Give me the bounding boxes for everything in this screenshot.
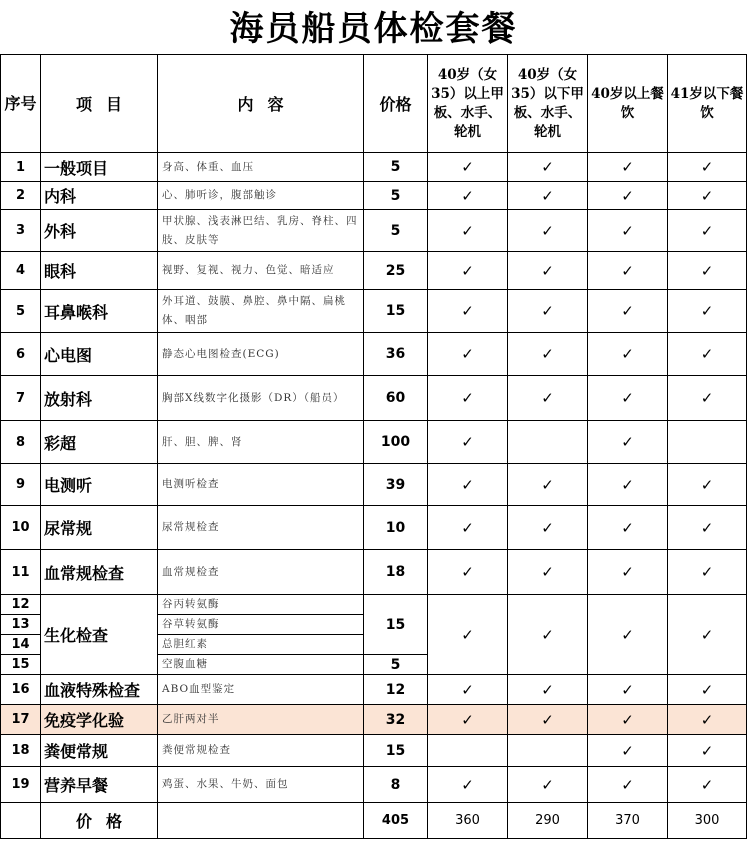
check-mark-icon: ✓ [700, 186, 714, 205]
total-pkg4: 300 [668, 803, 747, 839]
row-content: 视野、复视、视力、色觉、暗适应 [158, 252, 364, 290]
row-content: 乙肝两对半 [158, 705, 364, 735]
check-mark-icon: ✓ [541, 389, 554, 407]
check-mark-icon: ✓ [461, 345, 474, 363]
total-seq-cell [1, 803, 41, 839]
package-3-cell [588, 595, 668, 675]
table-row [1, 675, 747, 705]
row-item: 放射科 [41, 376, 158, 421]
check-mark-icon: ✓ [461, 625, 474, 644]
row-price: 5 [364, 182, 428, 210]
row-content: ABO血型鉴定 [158, 675, 364, 705]
package-4-cell [668, 210, 747, 252]
header-pkg2: 40岁（女35）以下甲板、水手、轮机 [508, 55, 588, 153]
package-4-cell [668, 182, 747, 210]
check-mark-icon: ✓ [541, 261, 554, 280]
package-3-cell [588, 705, 668, 735]
row-item: 耳鼻喉科 [41, 290, 158, 333]
check-mark-icon: ✓ [541, 563, 554, 581]
package-1-cell [428, 550, 508, 595]
package-1-cell [428, 464, 508, 506]
check-mark-icon: ✓ [621, 710, 634, 729]
header-row [1, 55, 747, 153]
total-row [1, 803, 747, 839]
row-content: 胸部X线数字化摄影（DR）（船员） [158, 376, 364, 421]
package-1-cell [428, 675, 508, 705]
package-1-cell [428, 376, 508, 421]
check-mark-icon: ✓ [461, 261, 474, 280]
table-row [1, 705, 747, 735]
package-4-cell [668, 153, 747, 182]
row-price: 5 [364, 153, 428, 182]
table-row [1, 464, 747, 506]
row-item: 尿常规 [41, 506, 158, 550]
row-item: 一般项目 [41, 153, 158, 182]
header-pkg1: 40岁（女35）以上甲板、水手、轮机 [428, 55, 508, 153]
row-number: 12 [1, 595, 41, 615]
package-1-cell [428, 290, 508, 333]
package-2-cell [508, 595, 588, 675]
header-pkg3: 40岁以上餐饮 [588, 55, 668, 153]
row-item: 彩超 [41, 421, 158, 464]
table-row [1, 252, 747, 290]
check-mark-icon: ✓ [541, 710, 554, 729]
check-mark-icon: ✓ [621, 475, 634, 494]
package-3-cell [588, 210, 668, 252]
row-content: 血常规检查 [158, 550, 364, 595]
row-number: 9 [1, 464, 41, 506]
package-1-cell [428, 506, 508, 550]
package-1-cell [428, 210, 508, 252]
table-row [1, 550, 747, 595]
check-mark-icon: ✓ [461, 433, 474, 451]
package-1-cell [428, 705, 508, 735]
row-price: 15 [364, 290, 428, 333]
row-number: 15 [1, 655, 41, 675]
check-mark-icon: ✓ [700, 680, 714, 699]
package-2-cell [508, 421, 588, 464]
package-3-cell [588, 333, 668, 376]
check-mark-icon: ✓ [541, 625, 554, 644]
row-content: 空腹血糖 [158, 655, 364, 675]
total-content-cell [158, 803, 364, 839]
total-pkg3: 370 [588, 803, 668, 839]
check-mark-icon: ✓ [621, 433, 634, 451]
table-row [1, 767, 747, 803]
package-3-cell [588, 735, 668, 767]
check-mark-icon: ✓ [700, 775, 714, 794]
row-content: 外耳道、鼓膜、鼻腔、鼻中隔、扁桃体、咽部 [158, 290, 364, 333]
package-3-cell [588, 506, 668, 550]
check-mark-icon: ✓ [461, 710, 474, 729]
row-number: 19 [1, 767, 41, 803]
row-item: 生化检查 [41, 595, 158, 675]
check-mark-icon: ✓ [461, 302, 474, 320]
check-mark-icon: ✓ [461, 389, 474, 407]
table-row [1, 735, 747, 767]
package-2-cell [508, 506, 588, 550]
check-mark-icon: ✓ [700, 625, 714, 644]
package-4-cell [668, 464, 747, 506]
row-item: 血常规检查 [41, 550, 158, 595]
row-number: 8 [1, 421, 41, 464]
check-mark-icon: ✓ [700, 741, 714, 760]
check-mark-icon: ✓ [621, 302, 634, 320]
package-2-cell [508, 705, 588, 735]
row-item: 粪便常规 [41, 735, 158, 767]
row-number: 4 [1, 252, 41, 290]
table-row [1, 595, 747, 615]
row-content: 心、肺听诊，腹部触诊 [158, 182, 364, 210]
table-row [1, 421, 747, 464]
check-mark-icon: ✓ [621, 345, 634, 363]
package-3-cell [588, 182, 668, 210]
row-item: 免疫学化验 [41, 705, 158, 735]
package-3-cell [588, 767, 668, 803]
package-4-cell [668, 333, 747, 376]
package-1-cell [428, 153, 508, 182]
check-mark-icon: ✓ [700, 221, 714, 240]
row-item: 外科 [41, 210, 158, 252]
row-number: 17 [1, 705, 41, 735]
check-mark-icon: ✓ [461, 680, 474, 699]
check-mark-icon: ✓ [541, 775, 554, 794]
check-mark-icon: ✓ [621, 518, 634, 537]
row-content: 谷丙转氨酶 [158, 595, 364, 615]
row-price: 8 [364, 767, 428, 803]
row-item: 眼科 [41, 252, 158, 290]
header-item: 项目 [41, 55, 158, 153]
check-mark-icon: ✓ [541, 186, 554, 205]
check-mark-icon: ✓ [700, 710, 714, 729]
package-1-cell [428, 182, 508, 210]
package-4-cell [668, 767, 747, 803]
row-price: 18 [364, 550, 428, 595]
row-item: 血液特殊检查 [41, 675, 158, 705]
table-row [1, 153, 747, 182]
check-mark-icon: ✓ [621, 741, 634, 760]
check-mark-icon: ✓ [541, 518, 554, 537]
row-price: 10 [364, 506, 428, 550]
row-content: 尿常规检查 [158, 506, 364, 550]
package-4-cell [668, 595, 747, 675]
package-4-cell [668, 550, 747, 595]
header-seq: 序号 [1, 55, 41, 153]
row-number: 14 [1, 635, 41, 655]
table-row [1, 182, 747, 210]
row-price: 39 [364, 464, 428, 506]
total-label: 价格 [41, 803, 158, 839]
package-1-cell [428, 252, 508, 290]
package-3-cell [588, 290, 668, 333]
check-mark-icon: ✓ [461, 186, 474, 205]
package-3-cell [588, 252, 668, 290]
package-1-cell [428, 333, 508, 376]
package-1-cell [428, 421, 508, 464]
header-pkg4: 41岁以下餐饮 [668, 55, 747, 153]
row-price: 36 [364, 333, 428, 376]
check-mark-icon: ✓ [700, 345, 714, 363]
row-price: 15 [364, 735, 428, 767]
row-number: 18 [1, 735, 41, 767]
table-row [1, 376, 747, 421]
total-price: 405 [364, 803, 428, 839]
row-number: 13 [1, 615, 41, 635]
check-mark-icon: ✓ [621, 680, 634, 699]
row-price: 25 [364, 252, 428, 290]
row-number: 5 [1, 290, 41, 333]
package-4-cell [668, 376, 747, 421]
package-2-cell [508, 550, 588, 595]
check-mark-icon: ✓ [700, 563, 714, 581]
row-price: 32 [364, 705, 428, 735]
package-2-cell [508, 290, 588, 333]
package-table [0, 54, 747, 839]
check-mark-icon: ✓ [621, 563, 634, 581]
package-2-cell [508, 376, 588, 421]
package-4-cell [668, 506, 747, 550]
row-price: 5 [364, 655, 428, 675]
row-item: 心电图 [41, 333, 158, 376]
row-item: 电测听 [41, 464, 158, 506]
package-2-cell [508, 675, 588, 705]
row-number: 11 [1, 550, 41, 595]
row-item: 内科 [41, 182, 158, 210]
check-mark-icon: ✓ [621, 389, 634, 407]
row-content: 粪便常规检查 [158, 735, 364, 767]
table-row [1, 210, 747, 252]
check-mark-icon: ✓ [461, 518, 474, 537]
table-row [1, 290, 747, 333]
package-4-cell [668, 735, 747, 767]
check-mark-icon: ✓ [541, 475, 554, 494]
row-price: 5 [364, 210, 428, 252]
row-content: 电测听检查 [158, 464, 364, 506]
check-mark-icon: ✓ [700, 518, 714, 537]
row-number: 6 [1, 333, 41, 376]
row-price: 15 [364, 595, 428, 655]
row-content: 鸡蛋、水果、牛奶、面包 [158, 767, 364, 803]
check-mark-icon: ✓ [621, 261, 634, 280]
package-2-cell [508, 735, 588, 767]
package-4-cell [668, 675, 747, 705]
check-mark-icon: ✓ [700, 475, 714, 494]
row-content: 身高、体重、血压 [158, 153, 364, 182]
package-1-cell [428, 595, 508, 675]
row-price: 60 [364, 376, 428, 421]
row-number: 10 [1, 506, 41, 550]
check-mark-icon: ✓ [621, 775, 634, 794]
check-mark-icon: ✓ [461, 221, 474, 240]
row-number: 2 [1, 182, 41, 210]
header-content: 内容 [158, 55, 364, 153]
row-content: 甲状腺、浅表淋巴结、乳房、脊柱、四肢、皮肤等 [158, 210, 364, 252]
package-4-cell [668, 290, 747, 333]
row-content: 静态心电图检查(ECG) [158, 333, 364, 376]
package-2-cell [508, 333, 588, 376]
package-3-cell [588, 675, 668, 705]
row-number: 7 [1, 376, 41, 421]
check-mark-icon: ✓ [621, 186, 634, 205]
row-item: 营养早餐 [41, 767, 158, 803]
check-mark-icon: ✓ [461, 158, 474, 176]
check-mark-icon: ✓ [621, 625, 634, 644]
package-2-cell [508, 210, 588, 252]
table-row [1, 333, 747, 376]
table-row [1, 506, 747, 550]
header-price: 价格 [364, 55, 428, 153]
package-3-cell [588, 550, 668, 595]
total-pkg2: 290 [508, 803, 588, 839]
check-mark-icon: ✓ [461, 775, 474, 794]
check-mark-icon: ✓ [541, 158, 554, 176]
package-2-cell [508, 464, 588, 506]
package-1-cell [428, 767, 508, 803]
check-mark-icon: ✓ [541, 345, 554, 363]
package-1-cell [428, 735, 508, 767]
package-3-cell [588, 421, 668, 464]
row-content: 肝、胆、脾、肾 [158, 421, 364, 464]
package-3-cell [588, 376, 668, 421]
row-price: 100 [364, 421, 428, 464]
package-3-cell [588, 153, 668, 182]
package-4-cell [668, 252, 747, 290]
table-body [1, 55, 747, 839]
row-number: 3 [1, 210, 41, 252]
check-mark-icon: ✓ [621, 158, 634, 176]
package-2-cell [508, 767, 588, 803]
package-2-cell [508, 252, 588, 290]
row-content: 谷草转氨酶 [158, 615, 364, 635]
package-4-cell [668, 705, 747, 735]
check-mark-icon: ✓ [700, 302, 714, 320]
package-3-cell [588, 464, 668, 506]
row-number: 16 [1, 675, 41, 705]
package-2-cell [508, 182, 588, 210]
check-mark-icon: ✓ [700, 158, 714, 176]
package-4-cell [668, 421, 747, 464]
check-mark-icon: ✓ [541, 221, 554, 240]
check-mark-icon: ✓ [700, 261, 714, 280]
check-mark-icon: ✓ [621, 221, 634, 240]
total-pkg1: 360 [428, 803, 508, 839]
row-content: 总胆红素 [158, 635, 364, 655]
check-mark-icon: ✓ [541, 302, 554, 320]
package-2-cell [508, 153, 588, 182]
check-mark-icon: ✓ [461, 563, 474, 581]
row-number: 1 [1, 153, 41, 182]
page-title: 海员船员体检套餐 [229, 9, 518, 49]
row-price: 12 [364, 675, 428, 705]
check-mark-icon: ✓ [541, 680, 554, 699]
check-mark-icon: ✓ [700, 389, 714, 407]
check-mark-icon: ✓ [461, 475, 474, 494]
